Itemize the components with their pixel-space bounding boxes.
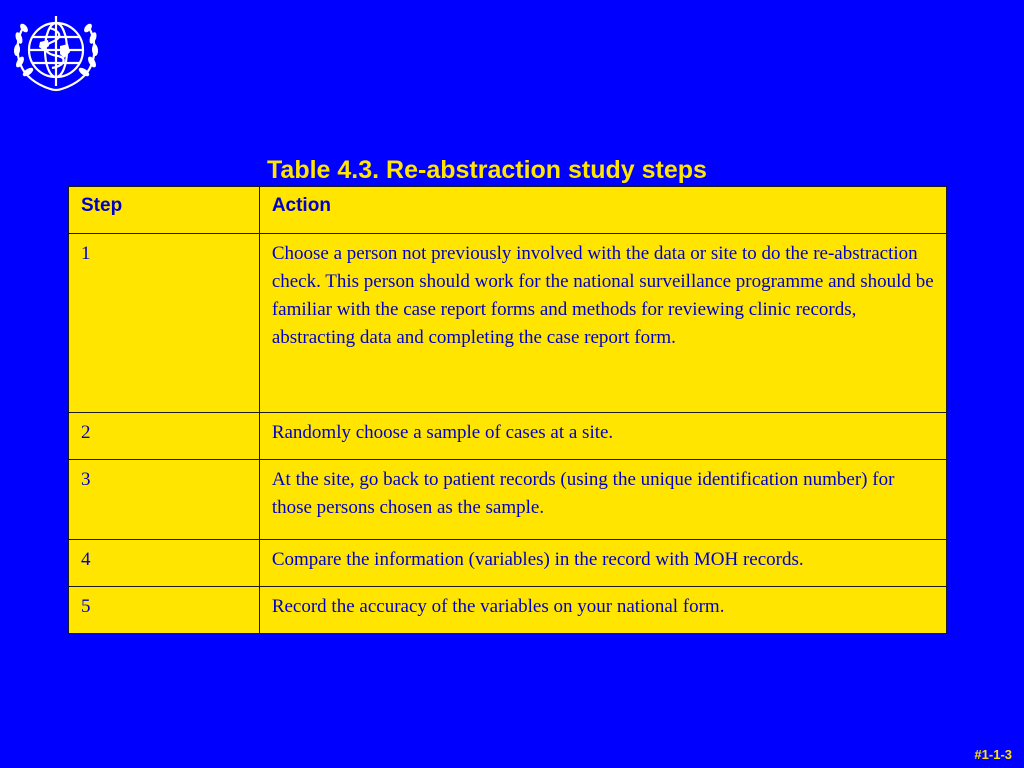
step-action: At the site, go back to patient records (using the unique identification number) for those persons chosen as the sample. (259, 460, 946, 540)
step-action: Randomly choose a sample of cases at a site. (259, 413, 946, 460)
step-action: Record the accuracy of the variables on your national form. (259, 587, 946, 634)
table-row (69, 413, 947, 460)
table-row (69, 587, 947, 634)
column-header-step: Step (69, 187, 260, 234)
step-number: 1 (69, 234, 260, 413)
table-header-row (69, 187, 947, 234)
step-action: Choose a person not previously involved with the data or site to do the re-abstraction check. This person should work for the national surveillance programme and should be familiar with the case report forms and methods for reviewing clinic records, abstracting data and completing the case report form. (259, 234, 946, 413)
table-row (69, 234, 947, 413)
step-number: 3 (69, 460, 260, 540)
step-number: 5 (69, 587, 260, 634)
step-number: 4 (69, 540, 260, 587)
table-row (69, 460, 947, 540)
slide-number: #1-1-3 (974, 747, 1012, 762)
slide-title: Table 4.3. Re-abstraction study steps (267, 156, 707, 184)
who-emblem-icon (8, 6, 104, 100)
step-action: Compare the information (variables) in the record with MOH records. (259, 540, 946, 587)
steps-table (68, 186, 947, 634)
table-row (69, 540, 947, 587)
step-number: 2 (69, 413, 260, 460)
column-header-action: Action (259, 187, 946, 234)
